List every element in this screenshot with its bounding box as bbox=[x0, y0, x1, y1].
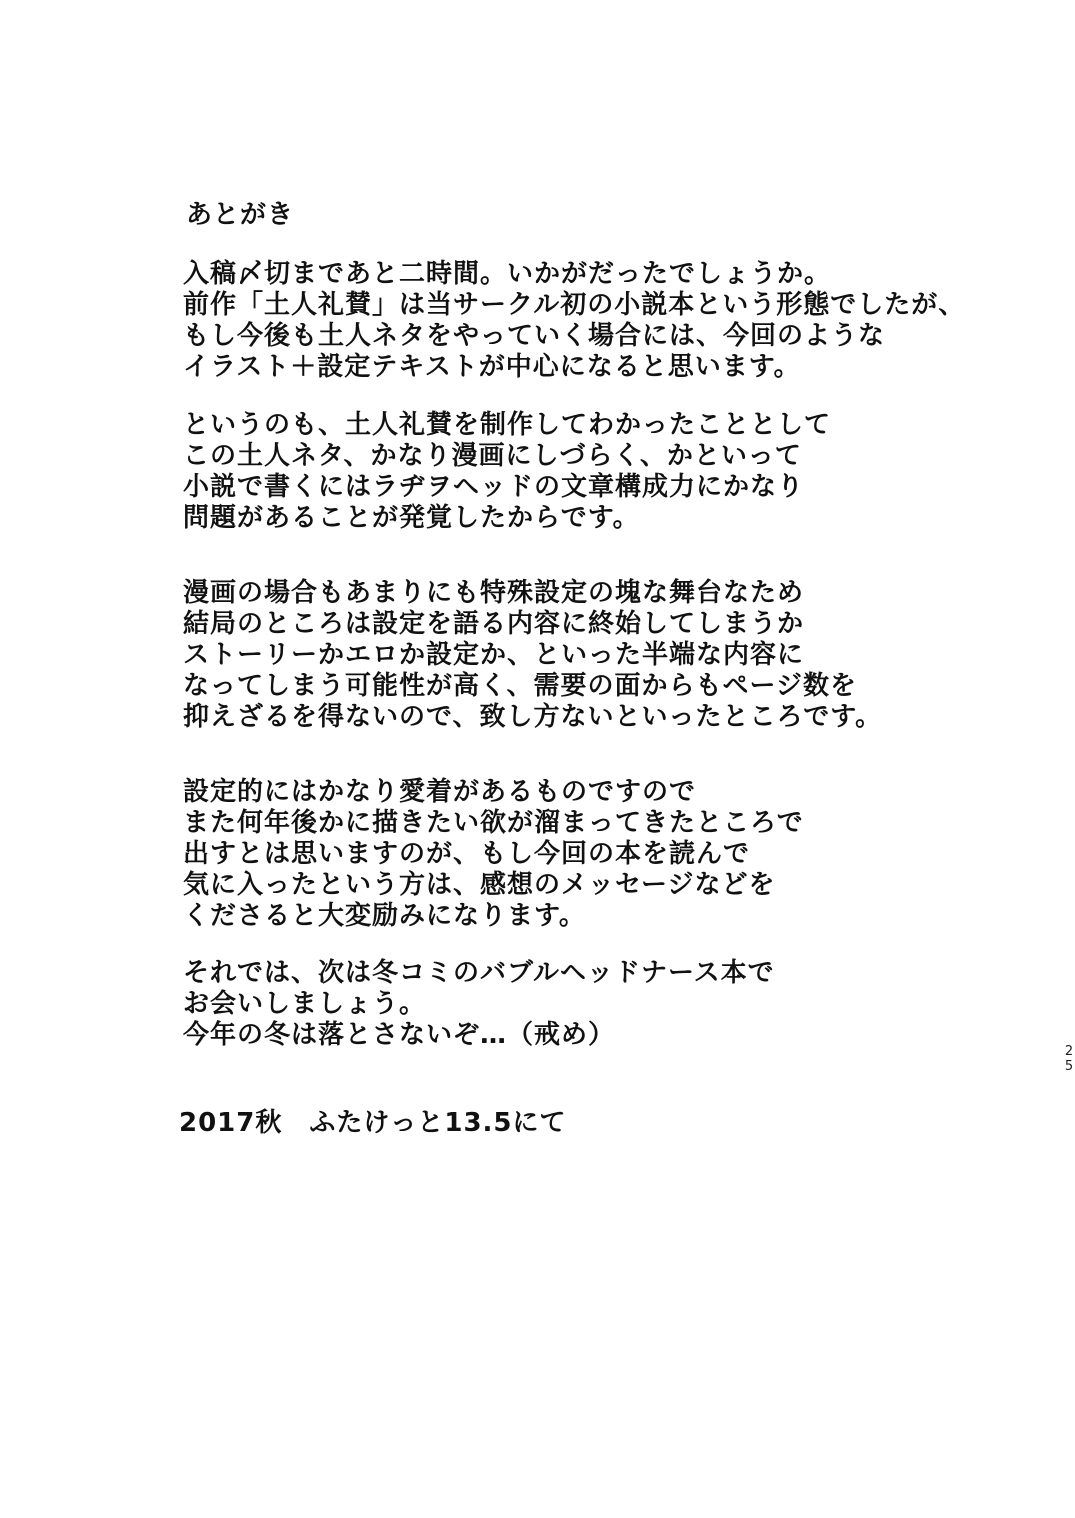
paragraph-4-line-2: また何年後かに描きたい欲が溜まってきたところで bbox=[183, 808, 804, 838]
paragraph-4-line-5: くださると大変励みになります。 bbox=[183, 901, 586, 931]
paragraph-5-line-3: 今年の冬は落とさないぞ…（戒め） bbox=[183, 1020, 616, 1050]
paragraph-4-line-4: 気に入ったという方は、感想のメッセージなどを bbox=[183, 870, 776, 900]
paragraph-5-line-1: それでは、次は冬コミのバブルヘッドナース本で bbox=[183, 958, 775, 988]
signature-line: 2017秋 ふたけっと13.5にて bbox=[179, 1108, 567, 1138]
page-number-digit-1: 2 bbox=[1064, 1044, 1074, 1059]
paragraph-3-line-5: 抑えざるを得ないので、致し方ないといったところです。 bbox=[183, 702, 883, 732]
paragraph-1-line-2: 前作「土人礼賛」は当サークル初の小説本という形態でしたが、 bbox=[183, 290, 966, 320]
paragraph-2-line-2: この土人ネタ、かなり漫画にしづらく、かといって bbox=[183, 441, 802, 471]
paragraph-4-line-3: 出すとは思いますのが、もし今回の本を読んで bbox=[183, 839, 751, 869]
paragraph-3-line-1: 漫画の場合もあまりにも特殊設定の塊な舞台なため bbox=[183, 578, 805, 608]
paragraph-1-line-3: もし今後も土人ネタをやっていく場合には、今回のような bbox=[183, 321, 886, 351]
paragraph-5-line-2: お会いしましょう。 bbox=[183, 989, 427, 1019]
paragraph-3-line-4: なってしまう可能性が高く、需要の面からもページ数を bbox=[183, 671, 857, 701]
paragraph-3-line-2: 結局のところは設定を語る内容に終始してしまうか bbox=[183, 609, 805, 639]
paragraph-1-line-4: イラスト＋設定テキストが中心になると思います。 bbox=[183, 352, 801, 382]
paragraph-1-line-1: 入稿〆切まであと二時間。いかがだったでしょうか。 bbox=[183, 259, 832, 289]
paragraph-4-line-1: 設定的にはかなり愛着があるものですので bbox=[183, 777, 697, 807]
paragraph-2-line-3: 小説で書くにはラヂヲヘッドの文章構成力にかなり bbox=[183, 472, 805, 502]
paragraph-2-line-1: というのも、土人礼賛を制作してわかったこととして bbox=[183, 410, 832, 440]
afterword-heading: あとがき bbox=[186, 200, 295, 230]
paragraph-3-line-3: ストーリーかエロか設定か、といった半端な内容に bbox=[183, 640, 805, 670]
page-number bbox=[1064, 1044, 1074, 1074]
page-number-digit-2: 5 bbox=[1064, 1059, 1074, 1074]
paragraph-2-line-4: 問題があることが発覚したからです。 bbox=[183, 503, 640, 533]
